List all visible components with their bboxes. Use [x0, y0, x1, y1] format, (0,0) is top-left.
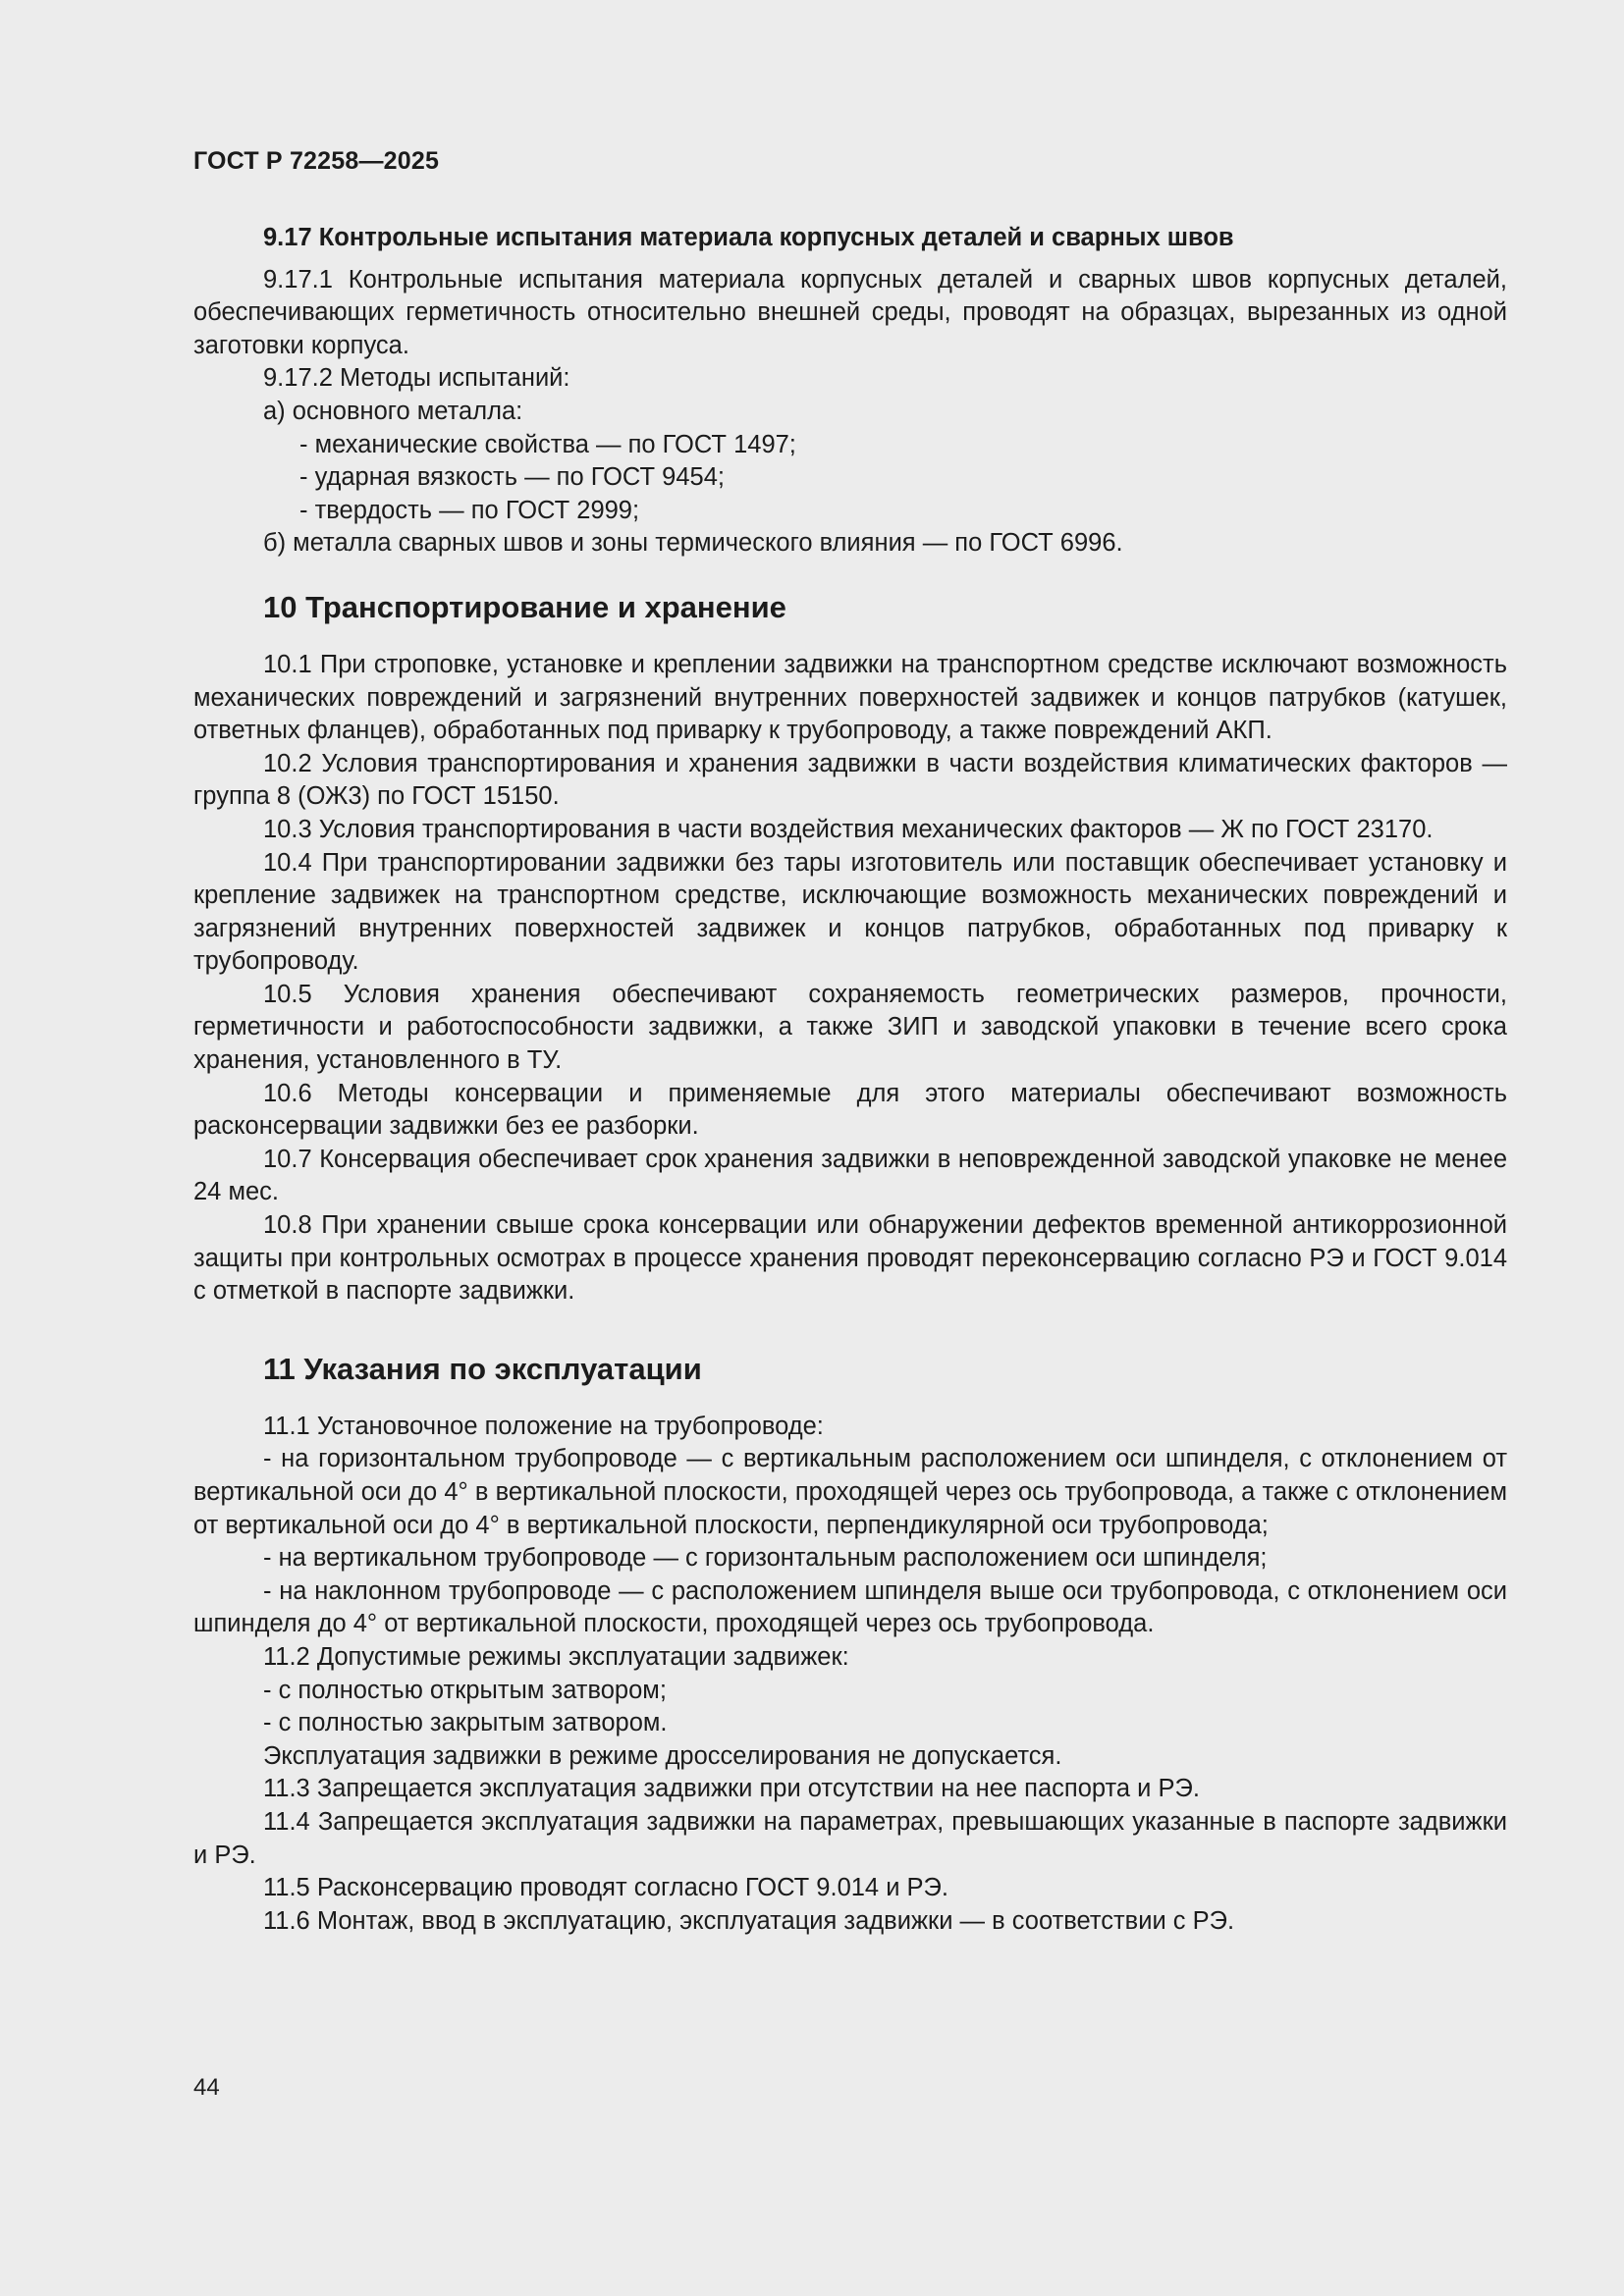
section-9-17-heading: 9.17 Контрольные испытания материала корпусных деталей и сварных швов [263, 224, 1234, 251]
paragraph-11-3: 11.3 Запрещается эксплуатация задвижки при отсутствии на нее паспорта и РЭ. [263, 1775, 1200, 1803]
note-text: Эксплуатация задвижки в режиме дросселирования не допускается. [263, 1741, 1062, 1770]
paragraph-10-1: 10.1 При строповке, установке и креплении задвижки на транспортном средстве исключают возможность механических повреждений и загрязнений внутренних поверхностей задвижек и концов патрубков (катушек, ответных фланцев), обработанных под приварку к трубопроводу, а также повреждений АКП. [193, 650, 1507, 745]
page-number: 44 [193, 2074, 220, 2101]
list-item-dash: - твердость — по ГОСТ 2999; [299, 496, 640, 524]
list-item-dash: - на наклонном трубопроводе — с расположением шпинделя выше оси трубопровода, с отклонением оси шпинделя до 4° от вертикальной плоскости, проходящей через ось трубопровода. [193, 1576, 1507, 1638]
document-body [193, 222, 1507, 1938]
paragraph-11-1: 11.1 Установочное положение на трубопроводе: [263, 1412, 824, 1440]
paragraph-9-17-2: 9.17.2 Методы испытаний: [263, 364, 570, 393]
paragraph-11-5: 11.5 Расконсервацию проводят согласно ГОСТ 9.014 и РЭ. [263, 1874, 948, 1902]
list-item-b: б) металла сварных швов и зоны термического влияния — по ГОСТ 6996. [263, 529, 1123, 558]
paragraph-10-5: 10.5 Условия хранения обеспечивают сохраняемость геометрических размеров, прочности, герметичности и работоспособности задвижки, а также ЗИП и заводской упаковки в течение всего срока хранения, установленного в ТУ. [193, 980, 1507, 1075]
paragraph-9-17-1: 9.17.1 Контрольные испытания материала корпусных деталей и сварных швов корпусных деталей, обеспечивающих герметичность относительно внешней среды, проводят на образцах, вырезанных из одной заготовки корпуса. [193, 265, 1507, 359]
list-item-dash: - механические свойства — по ГОСТ 1497; [299, 430, 796, 458]
paragraph-11-2: 11.2 Допустимые режимы эксплуатации задвижек: [263, 1642, 849, 1671]
paragraph-11-6: 11.6 Монтаж, ввод в эксплуатацию, эксплуатация задвижки — в соответствии с РЭ. [263, 1906, 1235, 1935]
list-item-dash: - с полностью закрытым затвором. [263, 1709, 668, 1737]
paragraph-10-2: 10.2 Условия транспортирования и хранения задвижки в части воздействия климатических факторов — группа 8 (ОЖ3) по ГОСТ 15150. [193, 749, 1507, 811]
list-item-dash: - ударная вязкость — по ГОСТ 9454; [299, 463, 725, 492]
list-item-dash: - на горизонтальном трубопроводе — с вертикальным расположением оси шпинделя, с отклонением от вертикальной оси до 4° в вертикальной плоскости, проходящей через ось трубопровода, а также с отклонением от вертикальной оси до 4° в вертикальной плоскости, перпендикулярной оси трубопровода; [193, 1445, 1507, 1539]
paragraph-10-3: 10.3 Условия транспортирования в части воздействия механических факторов — Ж по ГОСТ 23170. [263, 815, 1434, 843]
paragraph-10-8: 10.8 При хранении свыше срока консервации или обнаружении дефектов временной антикоррозионной защиты при контрольных осмотрах в процессе хранения проводят переконсервацию согласно РЭ и ГОСТ 9.014 с отметкой в паспорте задвижки. [193, 1211, 1507, 1306]
section-11-heading: 11 Указания по эксплуатации [263, 1351, 702, 1386]
paragraph-10-4: 10.4 При транспортировании задвижки без тары изготовитель или поставщик обеспечивает установку и крепление задвижек на транспортном средстве, исключающие возможность механических повреждений и загрязнений внутренних поверхностей задвижек и концов патрубков, обработанных под приварку к трубопроводу. [193, 848, 1507, 976]
paragraph-10-6: 10.6 Методы консервации и применяемые для этого материалы обеспечивают возможность расконсервации задвижки без ее разборки. [193, 1079, 1507, 1141]
document-header: ГОСТ Р 72258—2025 [193, 147, 440, 175]
list-item-a: а) основного металла: [263, 397, 523, 425]
list-item-dash: - на вертикальном трубопроводе — с горизонтальным расположением оси шпинделя; [263, 1544, 1268, 1573]
paragraph-10-7: 10.7 Консервация обеспечивает срок хранения задвижки в неповрежденной заводской упаковке не менее 24 мес. [193, 1145, 1507, 1206]
list-item-dash: - с полностью открытым затвором; [263, 1676, 667, 1704]
paragraph-11-4: 11.4 Запрещается эксплуатация задвижки на параметрах, превышающих указанные в паспорте задвижки и РЭ. [193, 1807, 1507, 1869]
section-10-heading: 10 Транспортирование и хранение [263, 589, 786, 624]
